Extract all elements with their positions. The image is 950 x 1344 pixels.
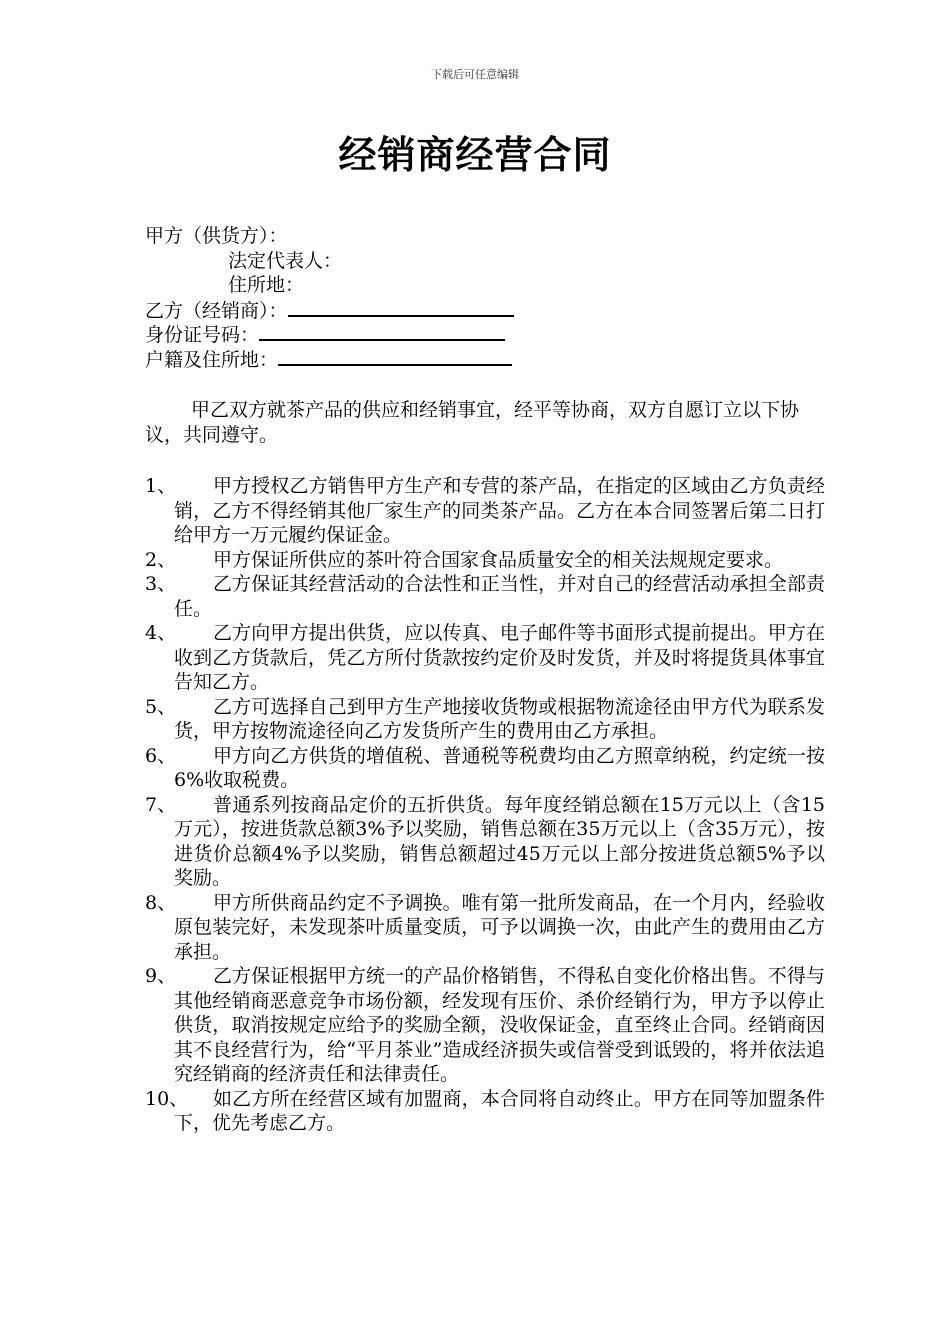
clause-item: [145, 744, 825, 793]
clause-number: 2、: [145, 548, 177, 571]
clause-number: 10、: [145, 1087, 189, 1110]
clause-text: 如乙方所在经营区域有加盟商，本合同将自动终止。甲方在同等加盟条件下，优先考虑乙方。: [174, 1087, 825, 1134]
clause-item: [145, 1087, 825, 1136]
residence-label: 户籍及住所地：: [145, 348, 279, 371]
clause-item: [145, 548, 825, 573]
clause-number: 8、: [145, 891, 177, 914]
header-note: 下载后可任意编辑: [431, 68, 519, 81]
clause-number: 4、: [145, 622, 177, 644]
clause-item: [145, 474, 825, 548]
clause-item: [145, 793, 825, 891]
clause-text: 乙方可选择自己到甲方生产地接收货物或根据物流途径由甲方代为联系发货，甲方按物流途径向乙方发货所产生的费用由乙方承担。: [174, 695, 825, 742]
residence-blank[interactable]: [278, 347, 512, 366]
id-number-blank[interactable]: [259, 322, 505, 341]
party-a-label: 甲方（供货方）：: [145, 225, 288, 247]
clause-item: [145, 964, 825, 1087]
clause-item: [145, 891, 825, 965]
clause-text: 普通系列按商品定价的五折供货。每年度经销总额在15万元以上（含15万元），按进货款总额3%予以奖励，销售总额在35万元以上（含35万元），按进货价总额4%予以奖励，销售总额超过45万元以上部分按进货总额5%予以奖励。: [174, 793, 825, 889]
clause-number: 5、: [145, 695, 177, 718]
residence-row: [145, 347, 514, 372]
clause-text: 甲方所供商品约定不予调换。唯有第一批所发商品，在一个月内，经验收原包装完好，未发现茶叶质量变质，可予以调换一次，由此产生的费用由乙方承担。: [174, 891, 825, 963]
clause-item: [145, 695, 825, 744]
clause-text: 乙方保证根据甲方统一的产品价格销售，不得私自变化价格出售。不得与其他经销商恶意竞争市场份额，经发现有压价、杀价经销行为，甲方予以停止供货，取消按规定应给予的奖励全额，没收保证金，直至终止合同。经销商因其不良经营行为，给“平月茶业”造成经济损失或信誉受到诋毁的，将并依法追究经销商的经济责任和法律责任。: [174, 965, 825, 1085]
id-number-label: 身份证号码：: [145, 324, 260, 346]
document-title: 经销商经营合同: [338, 133, 612, 177]
clause-number: 7、: [145, 793, 177, 816]
party-b-blank[interactable]: [288, 298, 514, 317]
clause-number: 9、: [145, 965, 177, 987]
clause-text: 甲方授权乙方销售甲方生产和专营的茶产品，在指定的区域由乙方负责经销，乙方不得经销其他厂家生产的同类茶产品。乙方在本合同签署后第二日打给甲方一万元履约保证金。: [174, 475, 825, 546]
clause-text: 乙方保证其经营活动的合法性和正当性，并对自己的经营活动承担全部责任。: [174, 573, 825, 620]
clause-number: 3、: [145, 573, 177, 595]
clause-item: [145, 621, 825, 695]
clause-text: 甲方保证所供应的茶叶符合国家食品质量安全的相关法规规定要求。: [213, 548, 784, 571]
clause-number: 1、: [145, 475, 177, 497]
party-info: [145, 224, 514, 371]
clause-text: 甲方向乙方供货的增值税、普通税等税费均由乙方照章纳税，约定统一按6%收取税费。: [174, 744, 825, 791]
party-a-address: 住所地：: [228, 274, 305, 296]
intro-paragraph: 甲乙双方就茶产品的供应和经销事宜，经平等协商，双方自愿订立以下协议，共同遵守。: [145, 399, 800, 446]
clause-item: [145, 572, 825, 621]
clause-list: [145, 474, 825, 1136]
party-b-label: 乙方（经销商）：: [145, 299, 288, 322]
party-a-legal-rep: 法定代表人：: [228, 249, 343, 272]
id-number-row: [145, 322, 514, 347]
party-b-row: [145, 298, 514, 323]
clause-text: 乙方向甲方提出供货，应以传真、电子邮件等书面形式提前提出。甲方在收到乙方货款后，凭乙方所付货款按约定价及时发货，并及时将提货具体事宜告知乙方。: [174, 622, 825, 693]
clause-number: 6、: [145, 744, 177, 767]
